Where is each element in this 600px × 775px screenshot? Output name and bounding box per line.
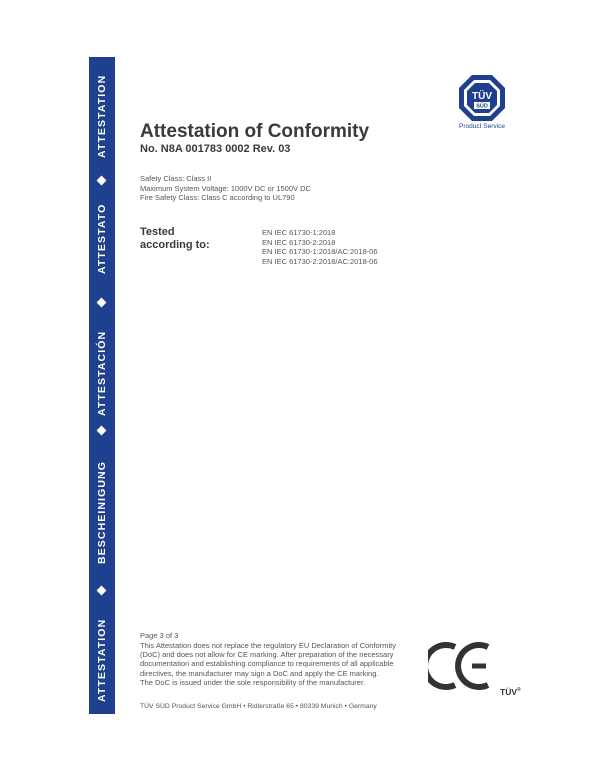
page-number: Page 3 of 3 — [140, 631, 179, 640]
spec-line: Fire Safety Class: Class C according to UL790 — [140, 193, 295, 202]
registered-mark: ® — [517, 687, 521, 694]
band-diamond-icon — [97, 426, 107, 436]
disclaimer-line: The DoC is issued under the sole responsibility of the manufacturer. — [140, 677, 366, 687]
page-title: Attestation of Conformity — [140, 121, 370, 142]
band-diamond-icon — [97, 176, 107, 186]
spec-line: Safety Class: Class II — [140, 174, 212, 183]
disclaimer-text — [140, 641, 430, 687]
tuv-sud-logo-icon — [458, 74, 506, 122]
spec-line: Maximum System Voltage: 1000V DC or 1500V DC — [140, 183, 311, 193]
band-diamond-icon — [97, 298, 107, 308]
logo-text: TÜV — [472, 91, 492, 102]
tuv-trademark — [500, 687, 521, 697]
band-word-attestato: ATTESTATO — [96, 203, 108, 274]
logo-caption: Product Service — [459, 123, 505, 130]
band-word-attestation-2: ATTESTATION — [96, 74, 108, 158]
disclaimer-line: directives, the manufacturer may sign a DoC and apply the CE marking. — [140, 668, 379, 678]
standard-item: EN IEC 61730-2:2018 — [262, 237, 336, 247]
band-word-attestation-1: ATTESTATION — [96, 618, 108, 702]
band-word-attestacion: ATTESTACIÓN — [96, 330, 108, 416]
tuv-mark-text: TÜV — [500, 687, 517, 697]
ce-mark-icon — [428, 641, 494, 691]
logo-subtext: SÜD — [476, 103, 488, 110]
standard-item: EN IEC 61730-1:2018 — [262, 228, 336, 237]
standards-list — [262, 228, 378, 266]
language-band-text — [89, 57, 115, 714]
tested-label — [140, 226, 210, 251]
certificate-number: No. N8A 001783 0002 Rev. 03 — [140, 143, 291, 155]
language-band — [89, 57, 115, 714]
band-word-bescheinigung: BESCHEINIGUNG — [96, 461, 108, 564]
specs-block — [140, 174, 311, 203]
footer-address: TÜV SÜD Product Service GmbH • Ridlerstraße 65 • 80339 Munich • Germany — [140, 703, 377, 710]
standard-item: EN IEC 61730-2:2018/AC:2018-06 — [262, 256, 378, 266]
disclaimer-line: This Attestation does not replace the regulatory EU Declaration of Conformity — [140, 641, 396, 650]
disclaimer-line: (DoC) and does not allow for CE marking. After preparation of the necessary — [140, 650, 394, 660]
tested-label-line: Tested — [140, 226, 175, 238]
tested-label-line: according to: — [140, 238, 210, 251]
standard-item: EN IEC 61730-1:2018/AC:2018-06 — [262, 247, 378, 256]
disclaimer-line: documentation and establishing compliance to requirements of all applicable — [140, 659, 394, 669]
band-diamond-icon — [97, 586, 107, 596]
